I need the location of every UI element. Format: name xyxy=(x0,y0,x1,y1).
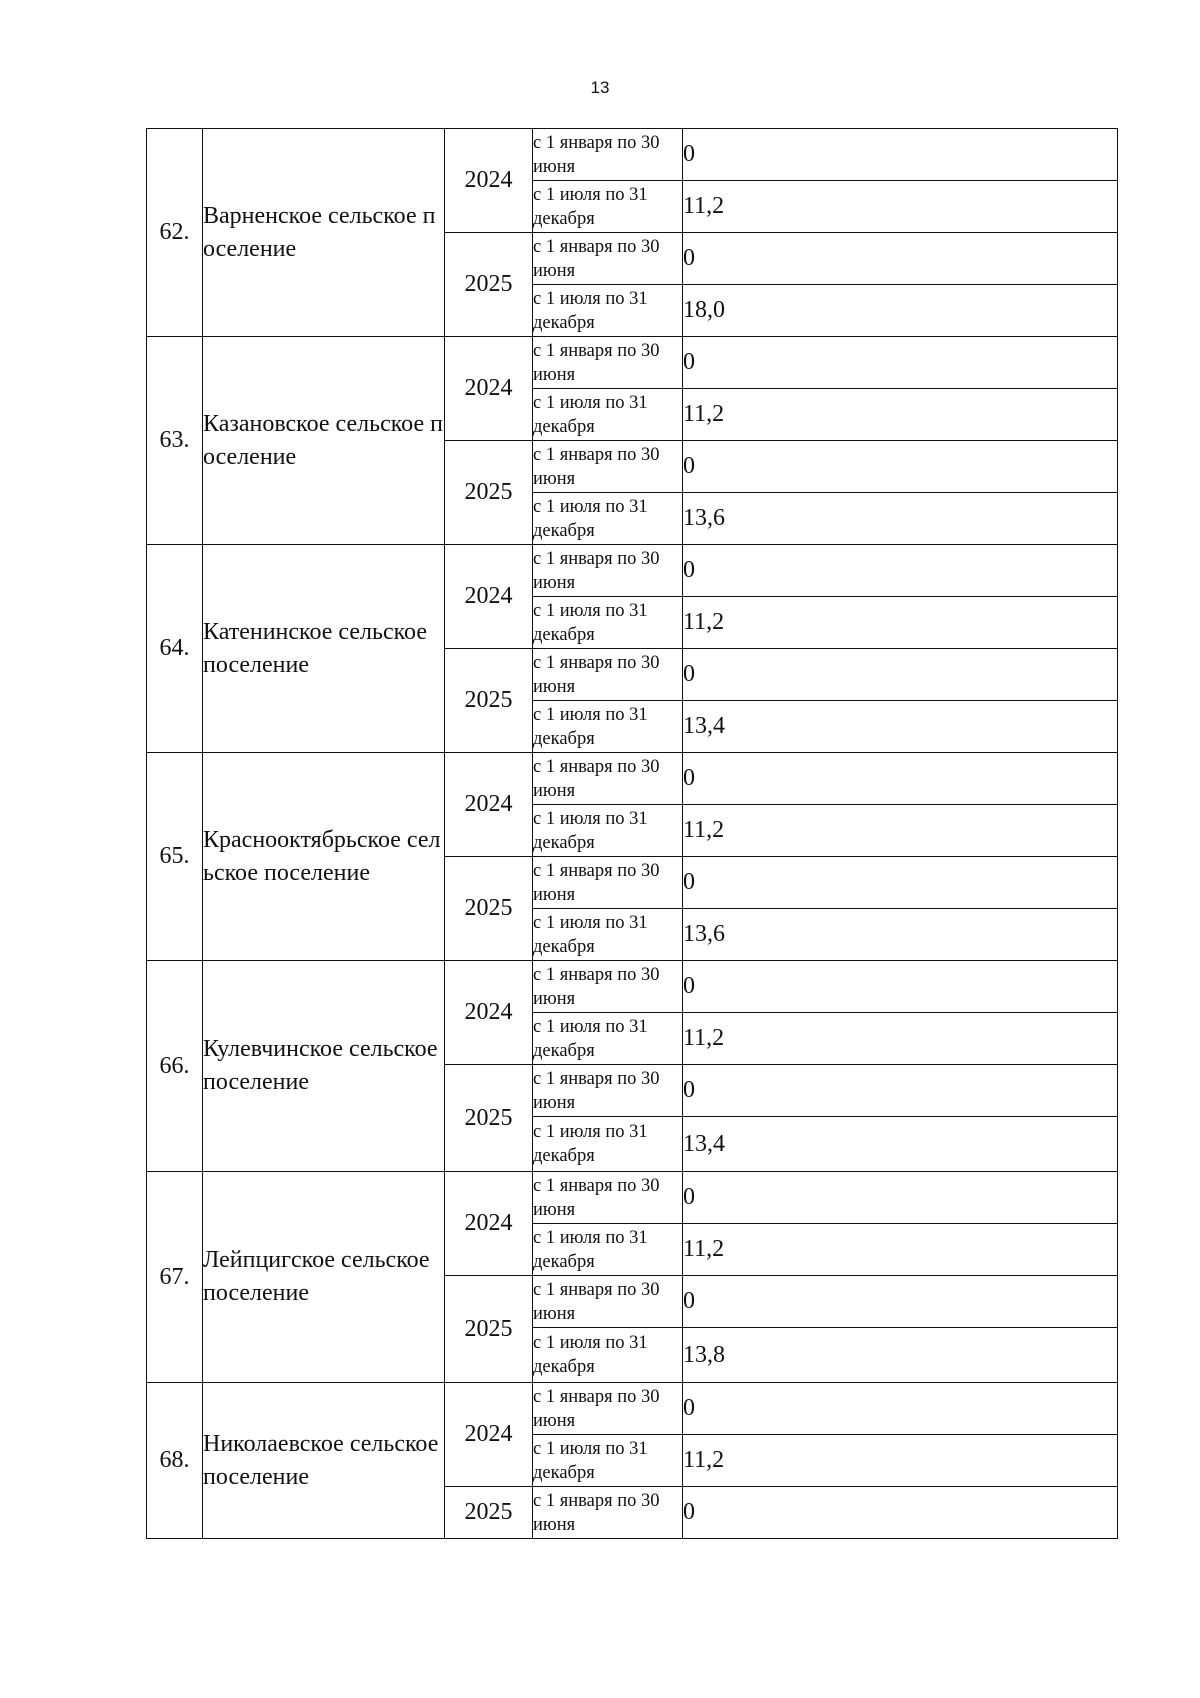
period-cell: с 1 января по 30 июня xyxy=(533,1487,683,1539)
period-cell: с 1 июля по 31 декабря xyxy=(533,701,683,753)
row-number: 63. xyxy=(147,337,203,545)
year-cell: 2024 xyxy=(445,753,533,857)
value-cell: 0 xyxy=(683,545,1118,597)
value-cell: 13,6 xyxy=(683,493,1118,545)
year-cell: 2024 xyxy=(445,337,533,441)
year-cell: 2025 xyxy=(445,1065,533,1172)
settlement-name: Кулевчинское сельское поселение xyxy=(203,961,445,1172)
table-row xyxy=(147,129,1118,181)
period-cell: с 1 января по 30 июня xyxy=(533,545,683,597)
period-cell: с 1 июля по 31 декабря xyxy=(533,1435,683,1487)
period-cell: с 1 января по 30 июня xyxy=(533,649,683,701)
value-cell: 0 xyxy=(683,1383,1118,1435)
year-cell: 2025 xyxy=(445,441,533,545)
page-number: 13 xyxy=(590,78,610,97)
value-cell: 11,2 xyxy=(683,1435,1118,1487)
settlement-name: Лейпцигское сельское поселение xyxy=(203,1172,445,1383)
year-cell: 2025 xyxy=(445,1487,533,1539)
period-cell: с 1 января по 30 июня xyxy=(533,441,683,493)
value-cell: 0 xyxy=(683,1276,1118,1328)
period-cell: с 1 июля по 31 декабря xyxy=(533,909,683,961)
settlement-name: Казановское сельское поселение xyxy=(203,337,445,545)
period-cell: с 1 июля по 31 декабря xyxy=(533,1328,683,1383)
period-cell: с 1 января по 30 июня xyxy=(533,961,683,1013)
period-cell: с 1 июля по 31 декабря xyxy=(533,1013,683,1065)
value-cell: 11,2 xyxy=(683,1224,1118,1276)
value-cell: 0 xyxy=(683,1487,1118,1539)
table-row xyxy=(147,545,1118,597)
table-row xyxy=(147,337,1118,389)
period-cell: с 1 января по 30 июня xyxy=(533,1383,683,1435)
row-number: 62. xyxy=(147,129,203,337)
value-cell: 0 xyxy=(683,1065,1118,1117)
table-row xyxy=(147,753,1118,805)
value-cell: 0 xyxy=(683,753,1118,805)
value-cell: 0 xyxy=(683,441,1118,493)
value-cell: 0 xyxy=(683,129,1118,181)
year-cell: 2024 xyxy=(445,545,533,649)
value-cell: 13,8 xyxy=(683,1328,1118,1383)
period-cell: с 1 января по 30 июня xyxy=(533,1065,683,1117)
row-number: 66. xyxy=(147,961,203,1172)
value-cell: 0 xyxy=(683,961,1118,1013)
settlement-name: Николаевское сельское поселение xyxy=(203,1383,445,1539)
value-cell: 11,2 xyxy=(683,389,1118,441)
value-cell: 11,2 xyxy=(683,181,1118,233)
year-cell: 2025 xyxy=(445,233,533,337)
row-number: 68. xyxy=(147,1383,203,1539)
settlement-name: Катенинское сельское поселение xyxy=(203,545,445,753)
year-cell: 2025 xyxy=(445,649,533,753)
tariff-table-body xyxy=(147,129,1118,1539)
year-cell: 2024 xyxy=(445,129,533,233)
table-row xyxy=(147,1172,1118,1224)
value-cell: 11,2 xyxy=(683,597,1118,649)
period-cell: с 1 июля по 31 декабря xyxy=(533,493,683,545)
year-cell: 2024 xyxy=(445,961,533,1065)
value-cell: 11,2 xyxy=(683,1013,1118,1065)
row-number: 67. xyxy=(147,1172,203,1383)
value-cell: 0 xyxy=(683,1172,1118,1224)
period-cell: с 1 июля по 31 декабря xyxy=(533,1224,683,1276)
period-cell: с 1 июля по 31 декабря xyxy=(533,181,683,233)
settlement-name: Краснооктябрьское сельское поселение xyxy=(203,753,445,961)
period-cell: с 1 июля по 31 декабря xyxy=(533,597,683,649)
period-cell: с 1 июля по 31 декабря xyxy=(533,805,683,857)
settlement-name: Варненское сельское поселение xyxy=(203,129,445,337)
year-cell: 2024 xyxy=(445,1172,533,1276)
period-cell: с 1 января по 30 июня xyxy=(533,129,683,181)
value-cell: 0 xyxy=(683,233,1118,285)
value-cell: 0 xyxy=(683,857,1118,909)
year-cell: 2024 xyxy=(445,1383,533,1487)
value-cell: 11,2 xyxy=(683,805,1118,857)
value-cell: 13,4 xyxy=(683,1117,1118,1172)
row-number: 65. xyxy=(147,753,203,961)
value-cell: 0 xyxy=(683,649,1118,701)
period-cell: с 1 января по 30 июня xyxy=(533,753,683,805)
year-cell: 2025 xyxy=(445,857,533,961)
period-cell: с 1 июля по 31 декабря xyxy=(533,389,683,441)
value-cell: 13,6 xyxy=(683,909,1118,961)
table-row xyxy=(147,961,1118,1013)
period-cell: с 1 января по 30 июня xyxy=(533,857,683,909)
tariff-table xyxy=(146,128,1118,1539)
period-cell: с 1 июля по 31 декабря xyxy=(533,285,683,337)
value-cell: 18,0 xyxy=(683,285,1118,337)
year-cell: 2025 xyxy=(445,1276,533,1383)
period-cell: с 1 июля по 31 декабря xyxy=(533,1117,683,1172)
period-cell: с 1 января по 30 июня xyxy=(533,1276,683,1328)
value-cell: 0 xyxy=(683,337,1118,389)
row-number: 64. xyxy=(147,545,203,753)
table-row xyxy=(147,1383,1118,1435)
value-cell: 13,4 xyxy=(683,701,1118,753)
period-cell: с 1 января по 30 июня xyxy=(533,233,683,285)
period-cell: с 1 января по 30 июня xyxy=(533,337,683,389)
period-cell: с 1 января по 30 июня xyxy=(533,1172,683,1224)
